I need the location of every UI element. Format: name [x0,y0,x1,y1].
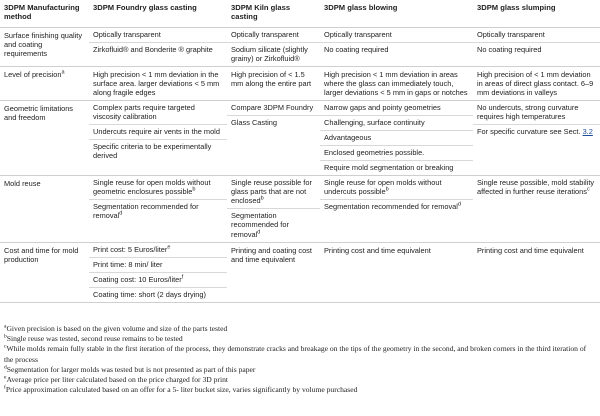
cell-segment: Complex parts require targeted viscosity calibration [89,101,227,125]
cell-precision-foundry [89,67,227,101]
cell-cost-blowing [320,242,473,302]
footnote-e: $^e$Average price per liter calculated based on the price charged for 3D print [4,374,228,385]
cell-reuse-blowing [320,176,473,242]
row-label-surface: Surface finishing quality and coating requirements [0,28,89,67]
cell-geometric-kiln [227,101,320,176]
cell-segment: Printing cost and time equivalent [477,245,584,255]
cell-segment: Enclosed geometries possible. [320,146,473,161]
row-label-cost: Cost and time for mold production [0,242,89,302]
cell-segment: High precision < 1 mm deviation in the surface area. larger deviations < 5 mm along fragile edges [93,70,220,98]
footnote-c: $^c$While molds remain fully stable in the first iteration of the process, they demonstrate cracks and breakage on the tips of the geometry in the second, and broken corners in the third iteration of the process [4,343,587,364]
cell-segment: High precision of < 1 mm deviation in areas of direct glass contact. 6–9 mm deviations in valleys [477,70,594,98]
cell-segment: Narrow gaps and pointy geometries [320,101,473,116]
cell-segment: Zirkofluid® and Bonderite ® graphite [93,45,213,55]
row-cost [0,242,600,302]
cell-segment: Single reuse possible, mold stability affected in further reuse iterations$^c$ [477,178,595,197]
cell-segment: Printing cost and time equivalent [324,245,431,255]
footnote-marker: b [385,186,389,193]
cell-reuse-kiln [227,176,320,242]
cell-segment: No undercuts, strong curvature requires high temperatures [473,101,600,125]
row-precision [0,67,600,101]
cell-surface-kiln [227,28,320,67]
cell-reuse-foundry [89,176,227,242]
cell-geometric-foundry [89,101,227,176]
row-label-geometric: Geometric limitations and freedom [0,101,89,176]
cell-reuse-slumping [473,176,600,242]
header-foundry: 3DPM Foundry glass casting [93,3,197,12]
cell-surface-blowing [320,28,473,67]
header-slumping: 3DPM glass slumping [477,3,556,12]
cell-segment: Segmentation recommended for removal$^d$ [231,211,289,239]
cell-segment: Single reuse for open molds without geometric enclosures possible$^b$ [89,176,227,200]
header-blowing: 3DPM glass blowing [324,3,398,12]
header-kiln: 3DPM Kiln glass casting [231,3,291,22]
cell-segment: No coating required [324,45,389,55]
cell-segment: Advantageous [320,131,473,146]
row-geometric [0,101,600,176]
footnote-marker: c [586,186,590,193]
header-row [0,0,600,28]
section-link[interactable]: 3.2 [582,127,593,137]
footnote-b: $^b$Single reuse was tested, second reuse remains to be tested [4,333,183,344]
cell-geometric-slumping [473,101,600,176]
cell-segment: Optically transparent [227,28,320,43]
cell-segment: Undercuts require air vents in the mold [89,125,227,140]
cell-surface-foundry [89,28,227,67]
footnote-a: $^a$Given precision is based on the given volume and size of the parts tested [4,323,228,333]
cell-precision-blowing [320,67,473,101]
footnote-marker: f [181,274,184,281]
cell-segment: Sodium silicate (slightly grainy) or Zirkofluid® [231,45,308,64]
cell-segment: No coating required [477,45,542,55]
row-label-precision: Level of precision$^a$ [0,67,89,101]
cell-cost-slumping [473,242,600,302]
row-label-reuse: Mold reuse [0,176,89,242]
footnote-marker: d [257,229,261,236]
row-reuse [0,176,600,242]
footnote-marker: e [167,244,171,251]
cell-cost-foundry [89,242,227,302]
cell-segment: Optically transparent [473,28,600,43]
footnote-marker: d [457,201,461,208]
cell-segment: Optically transparent [320,28,473,43]
footnote-marker: b [260,195,264,202]
cell-segment: High precision of < 1.5 mm along the entire part [231,70,312,89]
cell-segment: Require mold segmentation or breaking [324,163,454,173]
cell-segment: Single reuse for open molds without undercuts possible$^b$ [320,176,473,200]
cell-precision-slumping [473,67,600,101]
cell-segment: For specific curvature see Sect. 3.2 [477,127,593,137]
cell-segment: Single reuse possible for glass parts that are not enclosed$^b$ [227,176,320,209]
cell-segment: Coating time: short (2 days drying) [93,289,206,299]
cell-segment: Coating cost: 10 Euros/liter$^f$ [89,273,227,288]
cell-segment: Challenging, surface continuity [320,116,473,131]
cell-segment: Segmentation recommended for removal$^d$ [93,202,199,221]
cell-segment: High precision < 1 mm deviation in areas where the glass can immediately touch, larger deviations < 5 mm in gaps or notches [324,70,468,98]
cell-segment: Printing and coating cost and time equivalent [231,245,312,264]
cell-segment: Glass Casting [231,118,278,128]
footnote-marker: d [119,210,123,217]
cell-precision-kiln [227,67,320,101]
cell-geometric-blowing [320,101,473,176]
cell-segment: Optically transparent [89,28,227,43]
footnote-f: $^f$Price approximation calculated based on an offer for a 5- liter bucket size, varies significantly by volume purchased [4,384,358,395]
table-footnotes [4,324,596,395]
cell-segment: Specific criteria to be experimentally derived [93,142,212,161]
footnote-d: $^d$Segmentation for larger molds was tested but is not presented as part of this paper [4,364,256,374]
footnote-marker: b [192,186,196,193]
cell-surface-slumping [473,28,600,67]
cell-segment: Print cost: 5 Euros/liter$^e$ [89,243,227,258]
cell-segment: Segmentation recommended for removal$^d$ [324,201,461,212]
cell-segment: Compare 3DPM Foundry [227,101,320,116]
row-surface [0,28,600,67]
cell-cost-kiln [227,242,320,302]
footnote-marker: a [61,69,65,76]
cell-segment: Print time: 8 min/ liter [89,258,227,273]
header-method: 3DPM Manufacturing method [4,3,80,22]
